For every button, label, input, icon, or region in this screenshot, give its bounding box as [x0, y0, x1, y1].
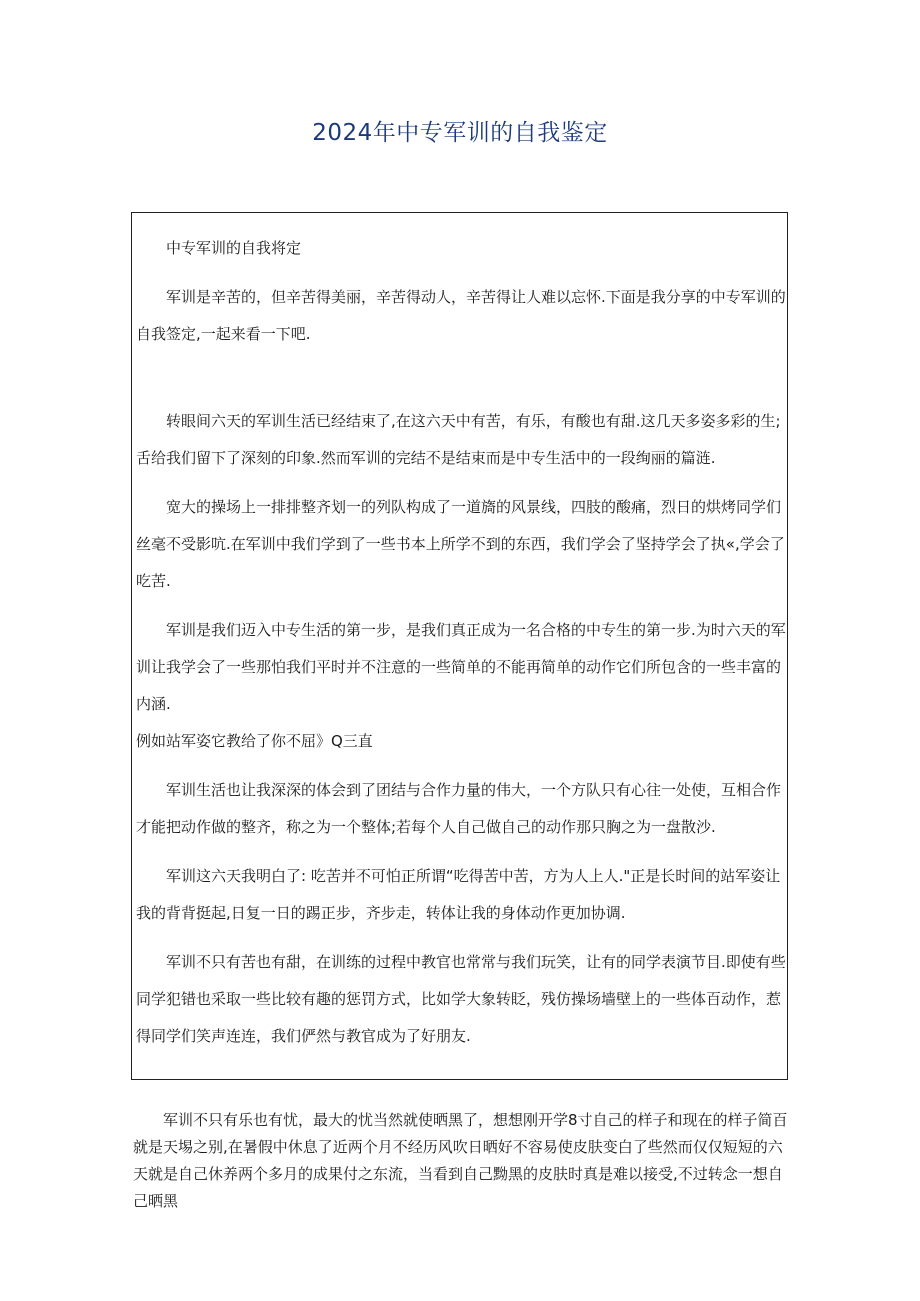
paragraph-after-box: 军训不只有乐也有忧，最大的忧当然就使晒黑了，想想刚开学8寸自己的样子和现在的样子简百就是天埸之别,在暑假中休息了近两个月不经历风吹日晒好不容易使皮肤变白了些然而仅仅短短的六天就是自己休养两个多月的成果付之东流，当看到自己黝黑的皮肤时真是难以接受,不过转念一想自己晒黑: [133, 1111, 788, 1210]
paragraph-1: 转眼间六天的军训生活已经结束了,在这六天中有苦，有乐，有酸也有甜.这几天多姿多彩的生;舌给我们留下了深刻的印象.然而军训的完结不是结束而是中专生活中的一段绚丽的篇涟.: [136, 412, 781, 467]
paragraph-2: 宽大的操场上一排排整齐划一的列队构成了一道旖的风景线，四肢的酸痛，烈日的烘烤同学们丝毫不受影吭.在军训中我们学到了一些书本上所学不到的东西，我们学会了坚持学会了执«,学会了吃苦.: [136, 498, 785, 590]
paragraph-3-continued: 例如站军姿它教给了你不屈》Q三直: [136, 732, 373, 750]
intro-paragraph: 军训是辛苦的，但辛苦得美丽，辛苦得动人，辛苦得让人难以忘怀.下面是我分享的中专军训的自我签定,一起来看一下吧.: [136, 288, 786, 343]
box-heading: 中专军训的自我将定: [166, 239, 302, 257]
box-content: [136, 230, 786, 1055]
body-content: [133, 1107, 789, 1215]
paragraph-4: 军训生活也让我深深的体会到了团结与合作力量的伟大，一个方队只有心往一处使，互相合作才能把动作做的整齐，称之为一个整体;若每个人自己做自己的动作那只胸之为一盘散沙.: [136, 781, 782, 836]
paragraph-6: 军训不只有苦也有甜，在训练的过程中教官也常常与我们玩笑，让有的同学表演节目.即使有些同学犯错也采取一些比较有趣的惩罚方式，比如学大象转眨，残仿操场墙壁上的一些体百动作，惹得同学们笑声连连，我们俨然与教官成为了好朋友.: [136, 953, 786, 1045]
paragraph-5: 军训这六天我明白了: 吃苦并不可怕正所谓“吃得苦中苦，方为人上人."正是长时间的站军姿让我的背背挺起,日复一日的踢正步，齐步走，转体让我的身体动作更加协调.: [136, 867, 781, 922]
page-title: 2024年中专军训的自我鉴定: [312, 120, 608, 146]
paragraph-3: 军训是我们迈入中专生活的第一步，是我们真正成为一名合格的中专生的第一步.为时六天的军训让我学会了一些那怕我们平时并不注意的一些简单的不能再简单的动作它们所包含的一些丰富的内涵.: [136, 621, 786, 713]
